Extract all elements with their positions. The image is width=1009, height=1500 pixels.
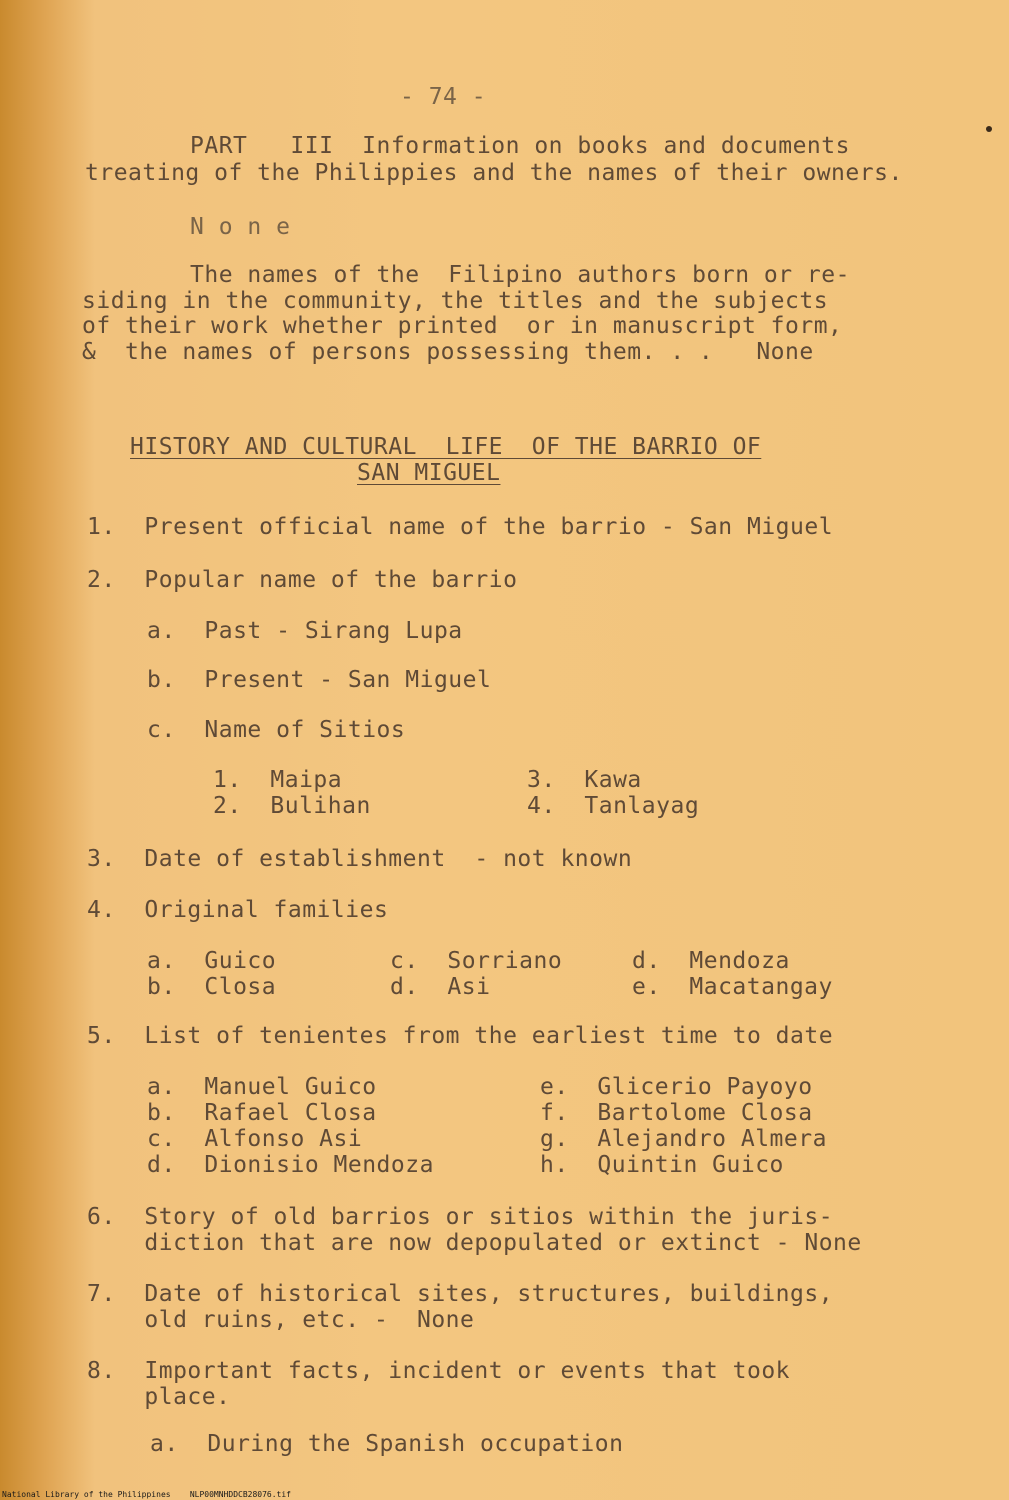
item-5: 5. List of tenientes from the earliest time to date	[87, 1023, 834, 1049]
teniente-b: b. Rafael Closa	[147, 1100, 377, 1126]
part-heading-line2: treating of the Philippies and the names of their owners.	[85, 160, 903, 186]
history-title-line2: SAN MIGUEL	[357, 460, 501, 486]
authors-line4: & the names of persons possessing them. . . None	[82, 339, 814, 365]
item-4: 4. Original families	[87, 897, 389, 923]
item-1: 1. Present official name of the barrio - San Miguel	[87, 514, 834, 540]
family-a: a. Guico	[147, 948, 277, 974]
none-spaced: N o n e	[190, 214, 291, 240]
sitio-1: 1. Maipa	[213, 767, 343, 793]
item-8-line2: place.	[87, 1384, 231, 1410]
item-2c: c. Name of Sitios	[147, 717, 406, 743]
part-heading-line1: PART III Information on books and documents	[190, 133, 850, 159]
family-c: c. Sorriano	[390, 948, 563, 974]
authors-line3: of their work whether printed or in manuscript form,	[82, 313, 843, 339]
sitio-2: 2. Bulihan	[213, 793, 371, 819]
item-7-line2: old ruins, etc. - None	[87, 1307, 475, 1333]
scan-footer: National Library of the Philippines NLP00MNHDDCB28076.tif	[2, 1490, 291, 1499]
teniente-f: f. Bartolome Closa	[540, 1100, 813, 1126]
sitio-4: 4. Tanlayag	[527, 793, 700, 819]
item-6-line2: diction that are now depopulated or extinct - None	[87, 1230, 862, 1256]
sitio-3: 3. Kawa	[527, 767, 642, 793]
teniente-c: c. Alfonso Asi	[147, 1126, 363, 1152]
teniente-g: g. Alejandro Almera	[540, 1126, 827, 1152]
teniente-a: a. Manuel Guico	[147, 1074, 377, 1100]
teniente-e: e. Glicerio Payoyo	[540, 1074, 813, 1100]
history-title-line1: HISTORY AND CULTURAL LIFE OF THE BARRIO OF	[130, 434, 762, 460]
family-e: e. Macatangay	[632, 974, 833, 1000]
item-6-line1: 6. Story of old barrios or sitios within the juris-	[87, 1204, 834, 1230]
item-8a: a. During the Spanish occupation	[150, 1431, 624, 1457]
teniente-d: d. Dionisio Mendoza	[147, 1152, 434, 1178]
item-2a: a. Past - Sirang Lupa	[147, 618, 463, 644]
ink-dot	[986, 126, 992, 132]
authors-line2: siding in the community, the titles and the subjects	[82, 288, 829, 314]
authors-line1: The names of the Filipino authors born or re-	[190, 262, 850, 288]
item-2b: b. Present - San Miguel	[147, 667, 492, 693]
item-8-line1: 8. Important facts, incident or events that took	[87, 1358, 791, 1384]
item-2: 2. Popular name of the barrio	[87, 567, 518, 593]
teniente-h: h. Quintin Guico	[540, 1152, 784, 1178]
item-3: 3. Date of establishment - not known	[87, 846, 633, 872]
item-7-line1: 7. Date of historical sites, structures, buildings,	[87, 1281, 834, 1307]
page-number: - 74 -	[400, 84, 487, 110]
family-d-asi: d. Asi	[390, 974, 491, 1000]
family-d-mendoza: d. Mendoza	[632, 948, 790, 974]
family-b: b. Closa	[147, 974, 277, 1000]
